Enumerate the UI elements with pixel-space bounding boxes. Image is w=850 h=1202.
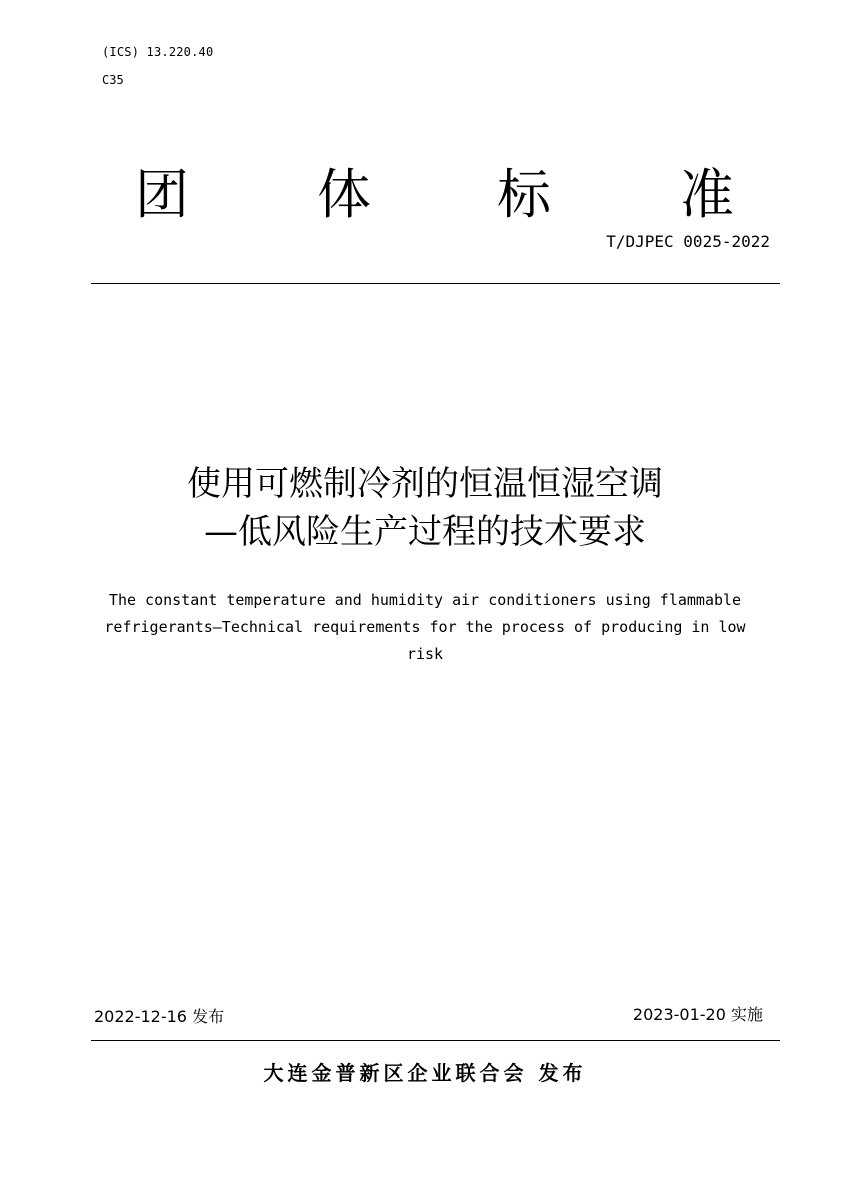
implementation-date: 2023-01-20 实施 — [632, 1005, 763, 1024]
standard-type-char: 体 — [317, 163, 371, 226]
footer-divider — [91, 1040, 780, 1041]
header-divider — [91, 283, 780, 284]
ccs-code: C35 — [102, 73, 124, 87]
english-title-line: The constant temperature and humidity air conditioners using flammable — [108, 591, 742, 609]
standard-type-char: 标 — [497, 163, 551, 226]
chinese-title — [0, 460, 850, 556]
standard-number: T/DJPEC 0025-2022 — [606, 232, 770, 251]
english-title-line: risk — [406, 645, 444, 663]
english-title — [60, 587, 790, 668]
standard-type-char: 团 — [135, 163, 189, 226]
ics-code: (ICS) 13.220.40 — [102, 45, 214, 59]
standard-type-char: 准 — [680, 163, 734, 226]
english-title-line: refrigerants—Technical requirements for the process of producing in low — [104, 618, 746, 636]
standard-type-heading — [0, 160, 850, 230]
chinese-title-line: 使用可燃制冷剂的恒温恒湿空调 — [187, 464, 663, 504]
publisher: 大连金普新区企业联合会 发布 — [263, 1061, 587, 1085]
chinese-title-line: —低风险生产过程的技术要求 — [204, 512, 646, 552]
issue-date: 2022-12-16 发布 — [94, 1007, 225, 1026]
